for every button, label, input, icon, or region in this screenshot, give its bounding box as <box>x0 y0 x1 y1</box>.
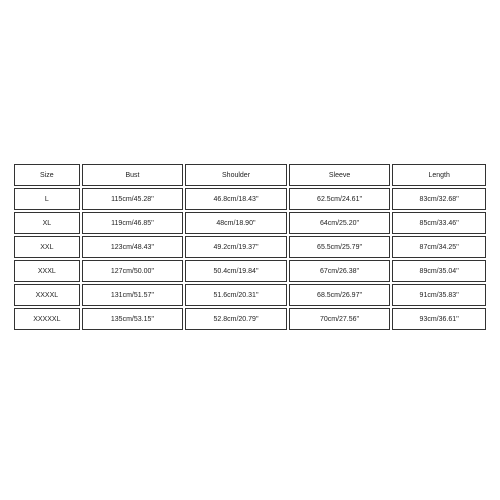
cell-shoulder: 50.4cm/19.84'' <box>185 260 287 282</box>
cell-bust: 115cm/45.28'' <box>82 188 184 210</box>
cell-bust: 123cm/48.43'' <box>82 236 184 258</box>
table-row <box>14 308 486 330</box>
cell-shoulder: 52.8cm/20.79'' <box>185 308 287 330</box>
cell-length: 93cm/36.61'' <box>392 308 486 330</box>
cell-sleeve: 68.5cm/26.97'' <box>289 284 391 306</box>
cell-sleeve: 62.5cm/24.61'' <box>289 188 391 210</box>
header-length: Length <box>392 164 486 186</box>
cell-bust: 119cm/46.85'' <box>82 212 184 234</box>
cell-sleeve: 64cm/25.20'' <box>289 212 391 234</box>
cell-sleeve: 70cm/27.56'' <box>289 308 391 330</box>
cell-size: XXL <box>14 236 80 258</box>
cell-length: 91cm/35.83'' <box>392 284 486 306</box>
cell-shoulder: 46.8cm/18.43'' <box>185 188 287 210</box>
cell-length: 85cm/33.46'' <box>392 212 486 234</box>
table-row <box>14 236 486 258</box>
cell-sleeve: 67cm/26.38'' <box>289 260 391 282</box>
cell-size: XXXXL <box>14 284 80 306</box>
cell-bust: 127cm/50.00'' <box>82 260 184 282</box>
header-sleeve: Sleeve <box>289 164 391 186</box>
cell-bust: 135cm/53.15'' <box>82 308 184 330</box>
header-size: Size <box>14 164 80 186</box>
cell-sleeve: 65.5cm/25.79'' <box>289 236 391 258</box>
cell-size: XL <box>14 212 80 234</box>
header-shoulder: Shoulder <box>185 164 287 186</box>
cell-size: L <box>14 188 80 210</box>
cell-size: XXXL <box>14 260 80 282</box>
table-row <box>14 284 486 306</box>
table-row <box>14 212 486 234</box>
cell-length: 89cm/35.04'' <box>392 260 486 282</box>
cell-shoulder: 48cm/18.90'' <box>185 212 287 234</box>
table-row <box>14 188 486 210</box>
header-bust: Bust <box>82 164 184 186</box>
cell-shoulder: 49.2cm/19.37'' <box>185 236 287 258</box>
cell-size: XXXXXL <box>14 308 80 330</box>
cell-shoulder: 51.6cm/20.31'' <box>185 284 287 306</box>
size-chart-table <box>12 162 488 332</box>
cell-bust: 131cm/51.57'' <box>82 284 184 306</box>
table-header-row <box>14 164 486 186</box>
cell-length: 83cm/32.68'' <box>392 188 486 210</box>
cell-length: 87cm/34.25'' <box>392 236 486 258</box>
table-row <box>14 260 486 282</box>
